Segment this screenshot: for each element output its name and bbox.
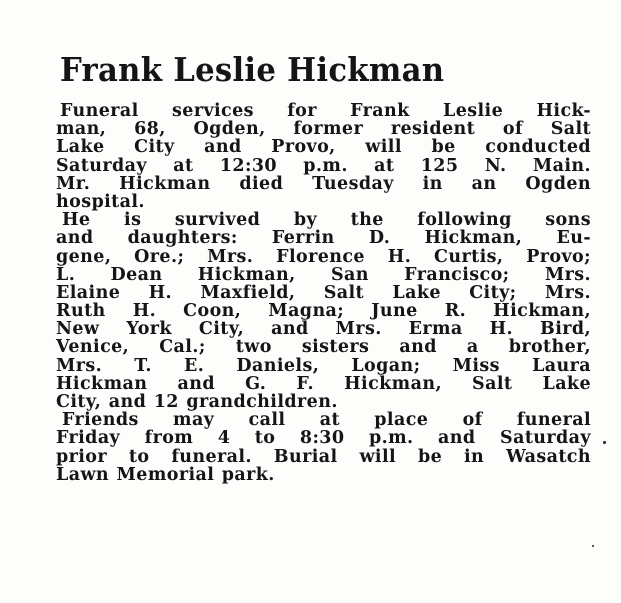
text-line: New York City, and Mrs. Erma H. Bird,: [56, 319, 591, 340]
text-line: Friends may call at place of funeral: [62, 410, 591, 431]
print-speck: [603, 441, 606, 444]
text-line: man, 68, Ogden, former resident of Salt: [56, 119, 591, 140]
text-line: Saturday at 12:30 p.m. at 125 N. Main.: [56, 155, 591, 176]
text-line: hospital.: [56, 191, 145, 212]
text-line: and daughters: Ferrin D. Hickman, Eu-: [56, 228, 591, 249]
text-line: Mrs. T. E. Daniels, Logan; Miss Laura: [56, 355, 591, 376]
print-speck: [592, 545, 594, 547]
text-line: He is survived by the following sons: [62, 210, 591, 231]
text-line: Friday from 4 to 8:30 p.m. and Saturday: [56, 428, 591, 449]
text-line: Mr. Hickman died Tuesday in an Ogden: [56, 173, 591, 194]
text-line: Elaine H. Maxfield, Salt Lake City; Mrs.: [56, 282, 591, 303]
text-line: City, and 12 grandchildren.: [56, 392, 338, 412]
obituary-headline: Frank Leslie Hickman: [60, 50, 445, 89]
text-line: Ruth H. Coon, Magna; June R. Hickman,: [56, 301, 591, 322]
text-line: Venice, Cal.; two sisters and a brother,: [56, 337, 591, 358]
obituary-body: [56, 102, 591, 484]
text-line: Lake City and Provo, will be conducted: [56, 137, 591, 158]
text-line: L. Dean Hickman, San Francisco; Mrs.: [56, 264, 591, 285]
text-line: Lawn Memorial park.: [56, 464, 275, 485]
text-line: prior to funeral. Burial will be in Wasatch: [56, 446, 591, 467]
text-line: gene, Ore.; Mrs. Florence H. Curtis, Provo;: [56, 246, 591, 267]
text-line: Hickman and G. F. Hickman, Salt Lake: [56, 373, 591, 394]
text-line: Funeral services for Frank Leslie Hick-: [60, 101, 591, 121]
